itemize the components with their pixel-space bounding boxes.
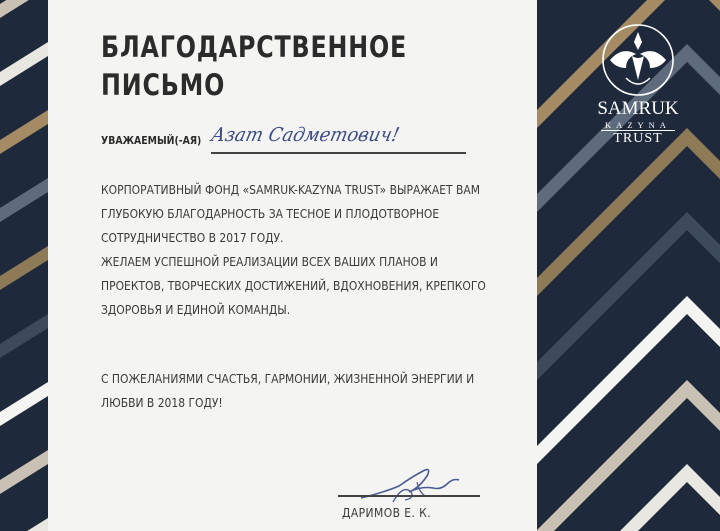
paragraph-closing <box>101 367 474 415</box>
paragraph-line: КОРПОРАТИВНЫЙ ФОНД «SAMRUK-KAZYNA TRUST» ВЫРАЖАЕТ ВАМ <box>101 182 481 197</box>
paragraph-wishes <box>101 250 486 322</box>
paragraph-line: ЖЕЛАЕМ УСПЕШНОЙ РЕАЛИЗАЦИИ ВСЕХ ВАШИХ ПЛАНОВ И <box>101 254 438 269</box>
samruk-kazyna-trust-logo <box>596 20 680 150</box>
left-decorative-band <box>0 0 48 531</box>
title-line-2: ПИСЬМО <box>101 68 226 102</box>
recipient-handwritten-name: Азат Садметович! <box>209 124 402 146</box>
paragraph-line: СОТРУДНИЧЕСТВО В 2017 ГОДУ. <box>101 230 284 245</box>
signer-name: ДАРИМОВ Е. К. <box>342 505 432 520</box>
document-title <box>101 28 407 104</box>
signature-line <box>338 495 480 497</box>
handwritten-signature <box>355 462 465 507</box>
samruk-bird-emblem-icon <box>596 20 680 100</box>
paragraph-line: ГЛУБОКУЮ БЛАГОДАРНОСТЬ ЗА ТЕСНОЕ И ПЛОДОТВОРНОЕ <box>101 206 440 221</box>
left-chevron-pattern <box>0 0 48 531</box>
paragraph-line: ЗДОРОВЬЯ И ЕДИНОЙ КОМАНДЫ. <box>101 302 291 317</box>
greeting-underline <box>211 152 466 154</box>
paragraph-line: ПРОЕКТОВ, ТВОРЧЕСКИХ ДОСТИЖЕНИЙ, ВДОХНОВЕНИЯ, КРЕПКОГО <box>101 278 486 293</box>
greeting-label: УВАЖАЕМЫЙ(-АЯ) <box>101 134 202 147</box>
paragraph-line: С ПОЖЕЛАНИЯМИ СЧАСТЬЯ, ГАРМОНИИ, ЖИЗНЕННОЙ ЭНЕРГИИ И <box>101 371 475 386</box>
logo-line-trust: TRUST <box>601 130 675 147</box>
paragraph-thanks <box>101 178 480 250</box>
logo-line-samruk: SAMRUK <box>597 98 679 119</box>
paragraph-line: ЛЮБВИ В 2018 ГОДУ! <box>101 395 223 410</box>
logo-line-kazyna: KAZYNA <box>605 120 671 130</box>
title-line-1: БЛАГОДАРСТВЕННОЕ <box>101 30 408 64</box>
